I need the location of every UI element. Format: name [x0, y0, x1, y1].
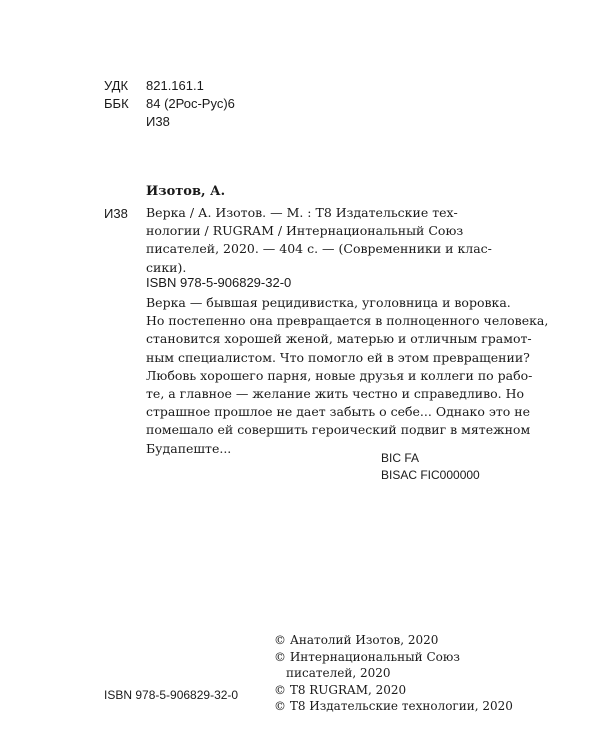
bib-line: писателей, 2020. — 404 с. — (Современники и клас-	[146, 241, 492, 257]
copyright-line: © T8 RUGRAM, 2020	[274, 682, 407, 697]
annotation-line: помешало ей совершить героический подвиг в мятежном	[146, 422, 531, 438]
annotation-line: страшное прошлое не дает забыть о себе... Однако это не	[146, 404, 531, 420]
bib-code: И38	[104, 206, 128, 221]
bib-author: Изотов, А.	[146, 184, 226, 199]
bic-code: BIC FA	[381, 451, 420, 465]
footer-isbn: ISBN 978-5-906829-32-0	[104, 688, 239, 702]
annotation-line: Но постепенно она превращается в полноценного человека,	[146, 313, 549, 329]
annotation	[146, 294, 548, 458]
udk-value: 821.161.1	[146, 78, 204, 93]
annotation-line: становится хорошей женой, матерью и отличным грамот-	[146, 331, 532, 347]
udk-label: УДК	[104, 78, 129, 93]
bisac-code: BISAC FIC000000	[381, 468, 480, 482]
bib-isbn: ISBN 978-5-906829-32-0	[146, 275, 292, 290]
copyright-line: писателей, 2020	[286, 666, 391, 680]
annotation-line: Любовь хорошего парня, новые друзья и коллеги по рабо-	[146, 367, 533, 383]
bbk-label: ББК	[104, 96, 129, 111]
copyright-line: © Т8 Издательские технологии, 2020	[274, 699, 513, 713]
bbk-value: 84 (2Рос-Рус)6	[146, 96, 235, 111]
bib-line: нологии / RUGRAM / Интернациональный Союз	[146, 223, 464, 239]
bib-line: сики).	[146, 259, 187, 275]
annotation-line: те, а главное — желание жить честно и справедливо. Но	[146, 386, 525, 402]
copyright-line: © Анатолий Изотов, 2020	[274, 633, 439, 647]
annotation-line: Верка — бывшая рецидивистка, уголовница и воровка.	[146, 295, 511, 310]
annotation-line: ным специалистом. Что помогло ей в этом превращении?	[146, 349, 530, 365]
bib-line: Верка / А. Изотов. — М. : Т8 Издательские тех-	[146, 205, 458, 220]
bib-description	[146, 204, 492, 277]
copyright-line: © Интернациональный Союз	[274, 649, 460, 664]
author-sign-code: И38	[146, 114, 170, 129]
copyright-block	[274, 632, 513, 715]
annotation-line: Будапеште...	[146, 440, 232, 456]
